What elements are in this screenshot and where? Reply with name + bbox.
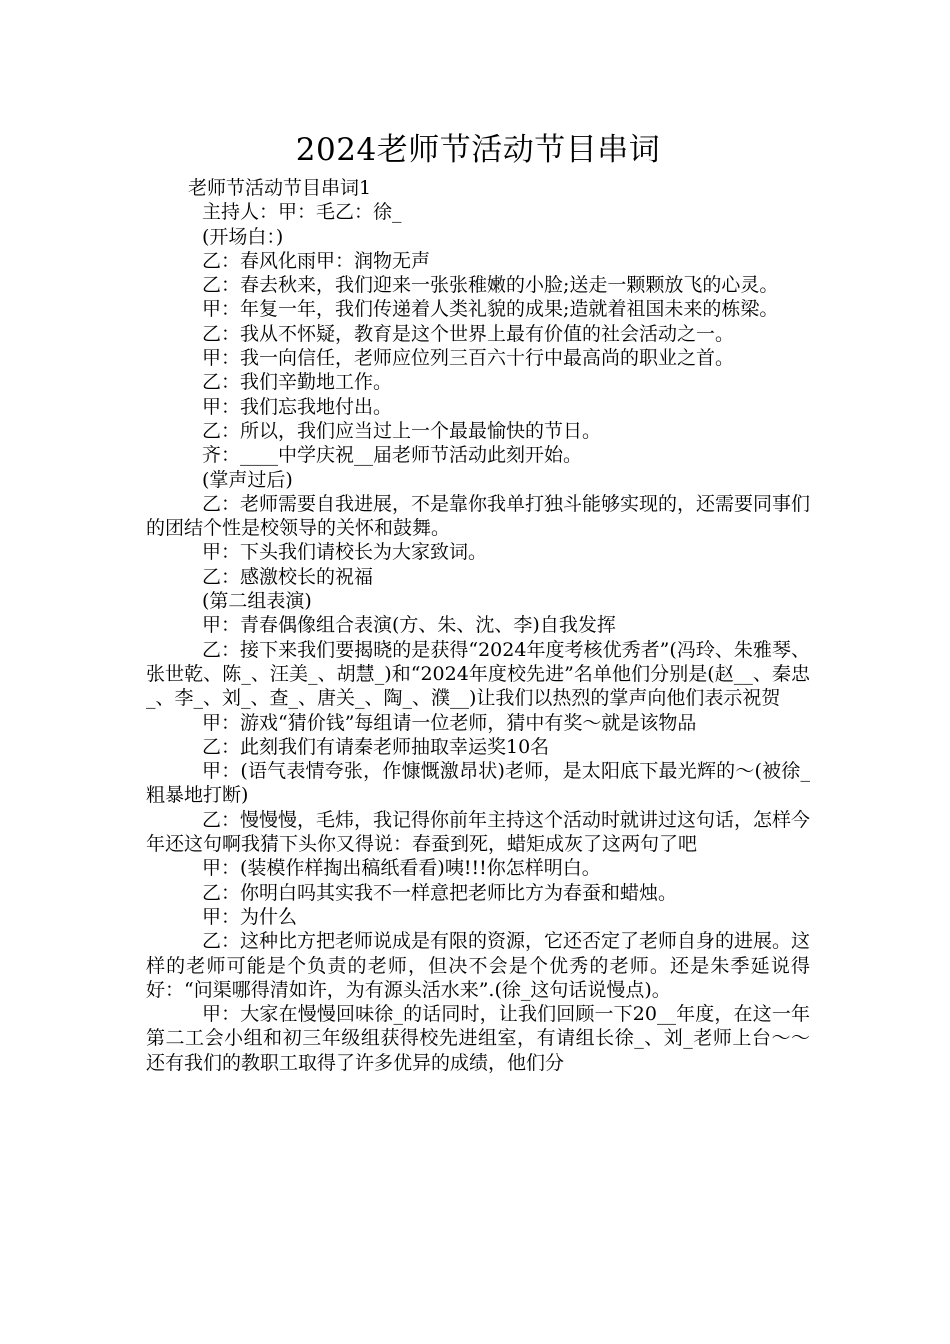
paragraph: 乙：春风化雨甲：润物无声	[202, 249, 431, 272]
paragraph: 甲：我们忘我地付出。	[202, 395, 393, 418]
paragraph: 乙：春去秋来，我们迎来一张张稚嫩的小脸;送走一颗颗放飞的心灵。	[202, 274, 779, 297]
paragraph: 甲：下头我们请校长为大家致词。	[202, 541, 488, 564]
paragraph: 乙：感激校长的祝福	[202, 565, 374, 588]
paragraph: 乙：我从不怀疑，教育是这个世界上最有价值的社会活动之一。	[202, 322, 735, 345]
paragraph: 乙：慢慢慢，毛炜，我记得你前年主持这个活动时就讲过这句话，怎样今年还这句啊我猜下头你又得说：春蚕到死，蜡矩成灰了这两句了吧	[146, 808, 811, 856]
subtitle-paragraph: 老师节活动节目串词1	[188, 177, 372, 199]
paragraph: (开场白：)	[202, 225, 284, 248]
paragraph: 齐：____中学庆祝__届老师节活动此刻开始。	[202, 444, 583, 467]
paragraph: 甲：(装模作样掏出稿纸看看)咦!!!你怎样明白。	[202, 857, 601, 880]
paragraph: (第二组表演)	[202, 590, 312, 613]
paragraph: 甲：(语气表情夸张，作慷慨激昂状)老师，是太阳底下最光辉的～(被徐_粗暴地打断)	[146, 760, 810, 807]
document-page	[146, 128, 810, 1075]
paragraph: 主持人：甲：毛乙：徐_	[202, 201, 402, 224]
paragraph: 乙：你明白吗其实我不一样意把老师比方为春蚕和蜡烛。	[202, 881, 678, 904]
paragraph: 乙：此刻我们有请秦老师抽取幸运奖10名	[202, 735, 550, 758]
paragraph: 甲：我一向信任，老师应位列三百六十行中最高尚的职业之首。	[202, 347, 735, 370]
paragraph: 甲：年复一年，我们传递着人类礼貌的成果;造就着祖国未来的栋梁。	[202, 298, 779, 321]
paragraph: 乙：所以，我们应当过上一个最最愉快的节日。	[202, 419, 602, 442]
paragraph: 乙：这种比方把老师说成是有限的资源，它还否定了老师自身的进展。这样的老师可能是个负责的老师，但决不会是个优秀的老师。还是朱季延说得好：“问渠哪得清如许，为有源头活水来”.(徐_这句话说慢点)。	[146, 930, 811, 1001]
paragraph: 甲：游戏“猜价钱”每组请一位老师，猜中有奖～就是该物品	[202, 711, 697, 734]
paragraph: 乙：老师需要自我进展，不是靠你我单打独斗能够实现的，还需要同事们的团结个性是校领导的关怀和鼓舞。	[146, 492, 811, 540]
document-title: 2024老师节活动节目串词	[295, 132, 661, 168]
paragraph: (掌声过后)	[202, 468, 293, 491]
paragraph: 甲：大家在慢慢回味徐_的话同时，让我们回顾一下20__年度，在这一年第二工会小组和初三年级组获得校先进组室，有请组长徐_、刘_老师上台～～还有我们的教职工取得了许多优异的成绩，他们分	[146, 1003, 810, 1074]
paragraph: 甲：为什么	[202, 905, 298, 928]
paragraph: 甲：青春偶像组合表演(方、朱、沈、李)自我发挥	[202, 614, 616, 637]
paragraph: 乙：接下来我们要揭晓的是获得“2024年度考核优秀者”(冯玲、朱雅琴、张世乾、陈_、汪美_、胡慧_)和“2024年度校先进”名单他们分别是(赵__、秦忠_、李_、刘_、查_、唐关_、陶_、濮__)让我们以热烈的掌声向他们表示祝贺	[146, 638, 810, 710]
paragraph: 乙：我们辛勤地工作。	[202, 371, 393, 394]
